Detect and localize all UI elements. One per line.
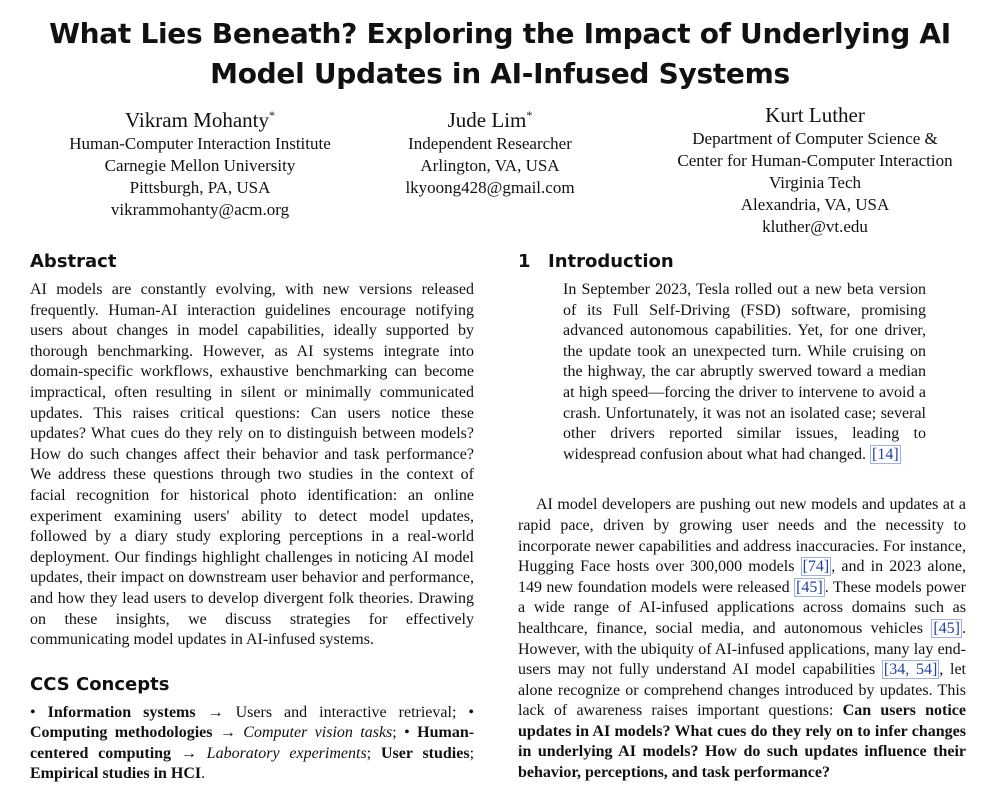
intro-heading [518, 248, 966, 276]
author-name: Vikram Mohanty* [125, 108, 275, 132]
section-title: Introduction [548, 251, 674, 272]
author-affiliation: Virginia Tech [768, 173, 862, 192]
author-affiliation: Pittsburgh, PA, USA [129, 178, 271, 197]
ccs-term: User studies [380, 744, 470, 762]
author-affiliation: Human-Computer Interaction Institute [69, 134, 331, 153]
right-column [518, 248, 966, 784]
ccs-term: Empirical studies in HCI [30, 765, 202, 783]
abstract-heading: Abstract [30, 251, 117, 272]
left-column [30, 248, 474, 785]
author-email: vikrammohanty@acm.org [110, 200, 290, 219]
equal-contribution-mark: * [526, 108, 533, 122]
author-name: Jude Lim* [447, 108, 533, 132]
citation-link[interactable]: [14] [872, 445, 899, 463]
intro-paragraph: AI model developers are pushing out new models and updates at a rapid pace, driven by growing user needs and the necessity to incorporate newer capabilities and address inaccuracies. For instance, Hugging Face hosts over 300,000 models [74] , and in 2023 alone, 149 new foundation models were released [45] . These models power a wide range of AI-infused applications across domains such as healthcare, finance, social media, and autonomous vehicles [45] . However, with the ubiquity of AI-infused applications, many lay end-users may not fully understand AI model capabilities [34, 54] , let alone recognize or comprehend changes introduced by updates. This lack of awareness raises important questions: Can users notice updates in AI models? What cues do they rely on to infer changes in underlying AI models? How do such updates influence their behavior, perceptions, and task performance? [518, 496, 967, 782]
equal-contribution-mark: * [268, 108, 275, 122]
author-block-lim [340, 102, 640, 199]
author-affiliation: Department of Computer Science & [692, 129, 938, 148]
author-affiliation: Independent Researcher [408, 134, 572, 153]
citation-link[interactable]: [45] [796, 578, 823, 596]
citation-link[interactable]: [74] [802, 558, 830, 576]
author-block-mohanty [40, 102, 360, 221]
ccs-subterm: Laboratory experiments [206, 744, 367, 762]
ccs-heading: CCS Concepts [30, 673, 170, 695]
author-email: kluther@vt.edu [762, 217, 868, 236]
author-name: Kurt Luther [765, 103, 865, 127]
ccs-subterm: Computer vision tasks [243, 724, 393, 742]
author-affiliation: Carnegie Mellon University [104, 156, 296, 175]
paper-title: What Lies Beneath? Exploring the Impact of Underlying AI Model Updates in AI-Infused Systems [49, 17, 951, 90]
citation-link[interactable]: [34, 54] [883, 661, 938, 679]
research-questions: Can users notice updates in AI models? What cues do they rely on to infer changes in underlying AI models? How do such updates influence their behavior, perceptions, and task performance? [518, 702, 967, 782]
intro-quote: In September 2023, Tesla rolled out a new beta version of its Full Self-Driving (FSD) software, promising advanced autonomous capabilities. Yet, for one driver, the update took an unexpected turn. While cruising on the highway, the car abruptly swerved toward a median at high speed—forcing the driver to intervene to avoid a crash. Unfortunately, it was not an isolated case; several other drivers reported similar issues, leading to widespread confusion about what had changed. [14] [563, 281, 926, 463]
ccs-term: Information systems [47, 703, 196, 721]
abstract-text: AI models are constantly evolving, with new versions released frequently. Human-AI interaction guidelines encourage notifying users about changes in model capabilities, ideally supported by thorough benchmarking. However, as AI systems integrate into domain-specific workflows, exhaustive benchmarking can become impractical, often resulting in silent or minimally communicated updates. This raises critical questions: Can users notice these updates? What cues do they rely on to distinguish between models? How do such changes affect their behavior and task performance? We address these questions through two studies in the context of facial recognition for historical photo identification: an online experiment examining users' ability to detect model updates, followed by a diary study exploring perceptions in a real-world deployment. Our findings highlight challenges in noticing AI model updates, their impact on downstream user behavior and performance, and how they lead users to develop divergent folk theories. Drawing on these insights, we discuss strategies for effectively communicating model updates in AI-infused systems. [30, 281, 474, 649]
ccs-term: Human-centered computing [30, 724, 475, 762]
author-block-luther [645, 102, 985, 238]
author-affiliation: Arlington, VA, USA [420, 156, 560, 175]
author-affiliation: Center for Human-Computer Interaction [677, 151, 953, 170]
ccs-subterm: Users and interactive retrieval [235, 703, 452, 721]
author-affiliation: Alexandria, VA, USA [740, 195, 890, 214]
author-email: lkyoong428@gmail.com [405, 178, 575, 197]
ccs-concepts: • Information systems → Users and interactive retrieval; • Computing methodologies → Computer vision tasks; • Human-centered computing → Laboratory experiments; User studies; Empirical studies in HCI. [30, 703, 475, 783]
section-number: 1 [518, 251, 531, 272]
citation-link[interactable]: [45] [933, 619, 960, 637]
ccs-term: Computing methodologies [30, 724, 213, 742]
